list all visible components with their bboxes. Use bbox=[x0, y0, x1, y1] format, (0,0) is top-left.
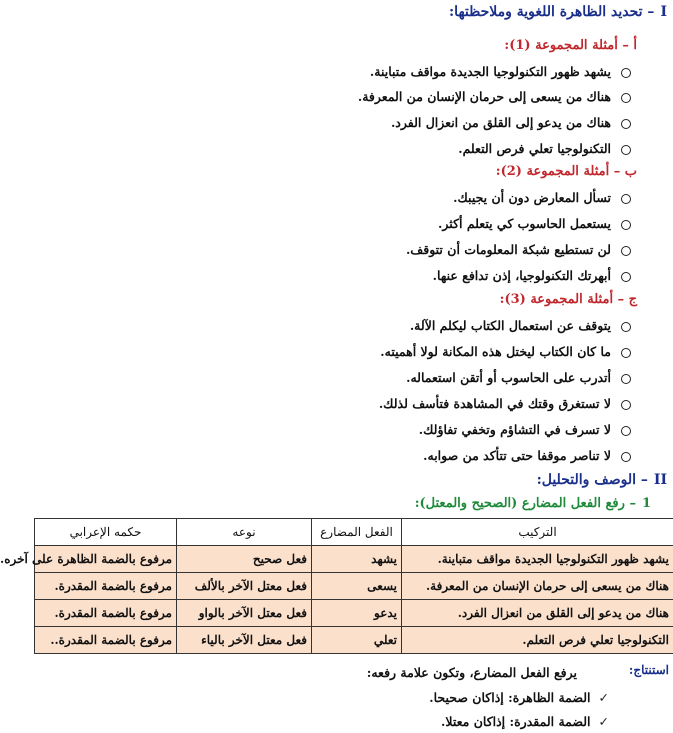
column-header: نوعه bbox=[177, 519, 312, 546]
group-a-heading: أ – أمثلة المجموعة (1): bbox=[504, 38, 637, 53]
table-cell: يدعو bbox=[312, 600, 402, 627]
table-cell: يشهد bbox=[312, 546, 402, 573]
section-2-numeral: II bbox=[653, 472, 667, 488]
table-cell: هناك من يدعو إلى القلق من انعزال الفرد. bbox=[402, 600, 673, 627]
table-cell: فعل معتل الآخر بالألف bbox=[177, 573, 312, 600]
table-cell: فعل صحيح bbox=[177, 546, 312, 573]
list-item: تسأل المعارض دون أن يجيبك. bbox=[453, 190, 631, 205]
list-item: لن تستطيع شبكة المعلومات أن تتوقف. bbox=[406, 242, 631, 257]
table-row bbox=[35, 573, 673, 600]
section-1-title: – تحديد الظاهرة اللغوية وملاحظتها: bbox=[449, 4, 655, 20]
table-cell: فعل معتل الآخر بالواو bbox=[177, 600, 312, 627]
group-c-heading: ج – أمثلة المجموعة (3): bbox=[499, 292, 637, 307]
table-header-row bbox=[35, 519, 673, 546]
table-cell: تعلي bbox=[312, 627, 402, 654]
list-item: التكنولوجيا تعلي فرص التعلم. bbox=[458, 141, 631, 156]
list-item: ما كان الكتاب ليختل هذه المكانة لولا أهميته. bbox=[380, 344, 631, 359]
circle-bullet-icon bbox=[621, 246, 631, 256]
table-cell: مرفوع بالضمة المقدرة. bbox=[35, 573, 177, 600]
list-item: لا تستغرق وقتك في المشاهدة فتأسف لذلك. bbox=[379, 396, 631, 411]
section-2-heading bbox=[537, 472, 667, 488]
column-header: حكمه الإعرابي bbox=[35, 519, 177, 546]
conclusion-point: ✓الضمة الظاهرة: إذاكان صحيحا. bbox=[429, 690, 609, 705]
table-cell: يشهد ظهور التكنولوجيا الجديدة مواقف متباينة. bbox=[402, 546, 673, 573]
list-item: أبهرتك التكنولوجيا، إذن تدافع عنها. bbox=[433, 268, 631, 283]
table-row bbox=[35, 627, 673, 654]
table-cell: هناك من يسعى إلى حرمان الإنسان من المعرفة. bbox=[402, 573, 673, 600]
list-item: يستعمل الحاسوب كي يتعلم أكثر. bbox=[438, 216, 631, 231]
list-item: يتوقف عن استعمال الكتاب ليكلم الآلة. bbox=[410, 318, 631, 333]
section-2-title: – الوصف والتحليل: bbox=[536, 472, 648, 488]
table-cell: مرفوع بالضمة الظاهرة على آخره. bbox=[35, 546, 177, 573]
circle-bullet-icon bbox=[621, 322, 631, 332]
checkmark-icon: ✓ bbox=[598, 714, 609, 729]
list-item: لا تناصر موقفا حتى تتأكد من صوابه. bbox=[423, 448, 631, 463]
conclusion-text: يرفع الفعل المضارع، وتكون علامة رفعه: bbox=[366, 665, 577, 680]
table-cell: مرفوع بالضمة المقدرة. bbox=[35, 600, 177, 627]
list-item: لا تسرف في التشاؤم وتخفي تفاؤلك. bbox=[419, 422, 631, 437]
table-row bbox=[35, 600, 673, 627]
circle-bullet-icon bbox=[621, 348, 631, 358]
conclusion-point: ✓الضمة المقدرة: إذاكان معتلا. bbox=[441, 714, 609, 729]
table-cell: فعل معتل الآخر بالياء bbox=[177, 627, 312, 654]
list-item: يشهد ظهور التكنولوجيا الجديدة مواقف متباينة. bbox=[370, 64, 631, 79]
section-1-numeral: I bbox=[660, 4, 667, 20]
column-header: الفعل المضارع bbox=[312, 519, 402, 546]
conclusion-label: استنتاج: bbox=[628, 663, 669, 677]
subsection-title: – رفع الفعل المضارع (الصحيح والمعتل): bbox=[414, 496, 636, 511]
circle-bullet-icon bbox=[621, 68, 631, 78]
circle-bullet-icon bbox=[621, 194, 631, 204]
table-cell: مرفوع بالضمة المقدرة.. bbox=[35, 627, 177, 654]
list-item: هناك من يسعى إلى حرمان الإنسان من المعرفة. bbox=[358, 89, 631, 104]
subsection-number: 1 bbox=[641, 496, 651, 511]
table-row bbox=[35, 546, 673, 573]
list-item: هناك من يدعو إلى القلق من انعزال الفرد. bbox=[391, 115, 631, 130]
circle-bullet-icon bbox=[621, 220, 631, 230]
circle-bullet-icon bbox=[621, 452, 631, 462]
section-1-heading bbox=[449, 4, 667, 20]
circle-bullet-icon bbox=[621, 93, 631, 103]
group-b-heading: ب – أمثلة المجموعة (2): bbox=[495, 164, 637, 179]
list-item: أتدرب على الحاسوب أو أتقن استعماله. bbox=[406, 370, 631, 385]
table-cell: يسعى bbox=[312, 573, 402, 600]
circle-bullet-icon bbox=[621, 374, 631, 384]
subsection-heading bbox=[415, 496, 651, 511]
column-header: التركيب bbox=[402, 519, 673, 546]
circle-bullet-icon bbox=[621, 426, 631, 436]
circle-bullet-icon bbox=[621, 272, 631, 282]
circle-bullet-icon bbox=[621, 145, 631, 155]
circle-bullet-icon bbox=[621, 400, 631, 410]
analysis-table bbox=[0, 518, 673, 654]
table-cell: التكنولوجيا تعلي فرص التعلم. bbox=[402, 627, 673, 654]
checkmark-icon: ✓ bbox=[598, 690, 609, 705]
circle-bullet-icon bbox=[621, 119, 631, 129]
